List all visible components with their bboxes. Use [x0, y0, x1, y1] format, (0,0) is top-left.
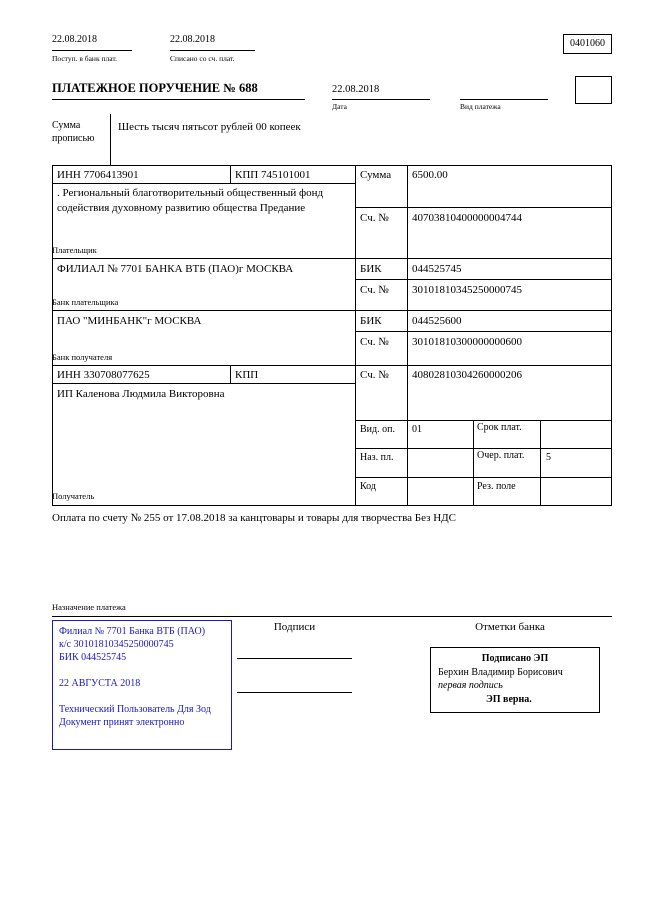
grid-vline: [355, 165, 356, 505]
beneficiary-bank-name: ПАО "МИНБАНК"г МОСКВА: [57, 315, 202, 327]
srok-plat-label: Срок плат.: [477, 422, 522, 433]
ocher-plat-value: 5: [546, 452, 551, 463]
received-in-bank-label: Поступ. в банк плат.: [52, 54, 117, 63]
ocher-plat-label: Очер. плат.: [477, 450, 525, 461]
grid-vline: [110, 114, 111, 165]
payer-account-label: Сч. №: [360, 212, 389, 224]
signatures-heading: Подписи: [273, 621, 316, 633]
grid-hline: [52, 310, 612, 311]
payer-name: . Региональный благотворительный общественный фонд содействия духовному развитию общества Предание: [57, 187, 324, 214]
payer-bank-account-label: Сч. №: [360, 284, 389, 296]
payer-bank-bik-label: БИК: [360, 263, 382, 275]
signature-stamp-name: Берхин Владимир Борисович: [438, 666, 563, 678]
document-date: 22.08.2018: [332, 84, 380, 95]
grid-hline: [355, 477, 612, 478]
beneficiary-bank-account-value: 30101810300000000600: [412, 336, 522, 348]
payment-purpose-text: Оплата по счету № 255 от 17.08.2018 за канцтовары и товары для творчества Без НДС: [52, 512, 457, 524]
amount-words-label-2: прописью: [52, 133, 95, 144]
beneficiary-bank-bik-value: 044525600: [412, 315, 462, 327]
payment-type-underline: [460, 99, 548, 100]
debited-label: Списано со сч. плат.: [170, 54, 235, 63]
grid-vline: [230, 165, 231, 183]
grid-vline: [611, 165, 612, 505]
payer-inn: ИНН 7706413901: [57, 169, 139, 181]
bank-stamp-date: 22 АВГУСТА 2018: [59, 678, 141, 689]
beneficiary-section-label: Получатель: [52, 491, 95, 501]
grid-vline: [230, 365, 231, 383]
signature-line-2: [237, 692, 352, 693]
payer-section-label: Плательщик: [52, 245, 97, 255]
bank-stamp-accepted: Документ принят электронно: [59, 717, 185, 728]
beneficiary-kpp-label: КПП: [235, 369, 259, 381]
payment-type-label: Вид платежа: [460, 102, 501, 111]
grid-hline: [355, 420, 612, 421]
grid-vline: [407, 165, 408, 505]
beneficiary-bank-bik-label: БИК: [360, 315, 382, 327]
signature-stamp-note: первая подпись: [438, 680, 503, 691]
grid-vline: [540, 420, 541, 505]
grid-hline: [355, 207, 612, 208]
vid-op-label: Вид. оп.: [360, 424, 395, 435]
bank-electronic-stamp: [52, 620, 232, 750]
bank-stamp-user: Технический Пользователь Для Зод: [59, 704, 211, 715]
grid-hline: [52, 258, 612, 259]
payer-bank-account-value: 30101810345250000745: [412, 284, 522, 296]
payer-bank-bik-value: 044525745: [412, 263, 462, 275]
bank-stamp-line: к/с 30101810345250000745: [59, 639, 174, 650]
amount-in-words-value: Шесть тысяч пятьсот рублей 00 копеек: [118, 121, 301, 133]
payer-kpp: КПП 745101001: [235, 169, 311, 181]
grid-hline: [52, 183, 355, 184]
payment-type-box: [575, 76, 612, 104]
title-underline: [52, 99, 305, 100]
signature-stamp-verified: ЭП верна.: [486, 693, 532, 705]
bank-marks-heading: Отметки банка: [475, 621, 545, 633]
vid-op-value: 01: [412, 424, 422, 435]
beneficiary-bank-account-label: Сч. №: [360, 336, 389, 348]
grid-hline: [52, 383, 355, 384]
grid-vline: [52, 165, 53, 505]
electronic-signature-stamp: [430, 647, 600, 713]
grid-hline: [355, 279, 612, 280]
amount-words-label-1: Сумма: [52, 120, 81, 131]
received-date-underline: [52, 50, 132, 51]
beneficiary-bank-section-label: Банк получателя: [52, 352, 113, 362]
grid-hline: [355, 448, 612, 449]
signature-line-1: [237, 658, 352, 659]
beneficiary-name: ИП Каленова Людмила Викторовна: [57, 388, 225, 400]
naz-pl-label: Наз. пл.: [360, 452, 394, 463]
beneficiary-account-value: 40802810304260000206: [412, 369, 522, 381]
date-underline: [332, 99, 430, 100]
received-in-bank-date: 22.08.2018: [52, 34, 97, 45]
grid-vline: [473, 420, 474, 505]
beneficiary-account-label: Сч. №: [360, 369, 389, 381]
date-label: Дата: [332, 102, 347, 111]
signature-stamp-title: Подписано ЭП: [481, 653, 549, 664]
payment-purpose-label: Назначение платежа: [52, 602, 126, 612]
amount-label: Сумма: [360, 169, 392, 181]
document-title: ПЛАТЕЖНОЕ ПОРУЧЕНИЕ № 688: [52, 81, 258, 95]
kod-label: Код: [360, 481, 376, 492]
grid-hline: [52, 365, 612, 366]
amount-value: 6500.00: [412, 169, 448, 181]
debited-date: 22.08.2018: [170, 34, 215, 45]
grid-hline: [52, 616, 612, 617]
grid-hline: [52, 505, 612, 506]
beneficiary-inn: ИНН 330708077625: [57, 369, 150, 381]
payer-bank-name: ФИЛИАЛ № 7701 БАНКА ВТБ (ПАО)г МОСКВА: [57, 263, 294, 275]
grid-hline: [355, 331, 612, 332]
payer-bank-section-label: Банк плательщика: [52, 297, 119, 307]
grid-hline: [52, 165, 612, 166]
bank-stamp-line: БИК 044525745: [59, 652, 127, 663]
form-code-box: 0401060: [563, 34, 612, 54]
debited-date-underline: [170, 50, 255, 51]
bank-stamp-line: Филиал № 7701 Банка ВТБ (ПАО): [59, 626, 206, 637]
rez-pole-label: Рез. поле: [477, 481, 516, 492]
payer-account-value: 40703810400000004744: [412, 212, 522, 224]
